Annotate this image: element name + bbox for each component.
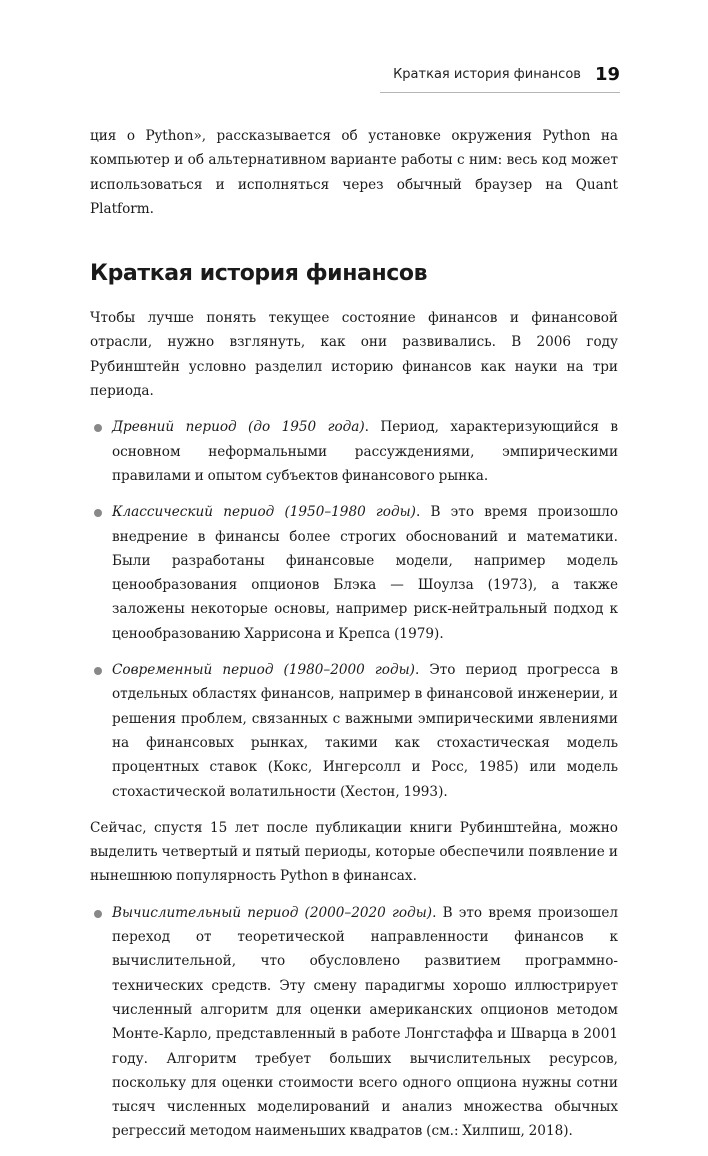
running-title: Краткая история финансов xyxy=(393,66,581,82)
period-term: Древний период (до 1950 года) xyxy=(112,419,365,436)
period-description: . В это время произошел переход от теоретической направленности финансов к вычислительной, что обусловлено развитием программно-технических средств. Эту смену парадигмы хорошо иллюстрирует численный алгоритм для оценки американских опционов методом Монте-Карло, представленный в работе Лонгстаффа и Шварца в 2001 году. Алгоритм требует больших вычислительных ресурсов, поскольку для оценки стоимости всего одного опциона нужны сотни тысяч численных моделирований и анализ множества обычных регрессий методом наименьших квадратов (см.: Хилпиш, 2018). xyxy=(112,904,618,1140)
list-item-text xyxy=(112,415,618,488)
list-item-text xyxy=(112,658,618,804)
bullet-icon xyxy=(94,667,102,675)
periods-list-1 xyxy=(90,415,618,803)
list-item-computational xyxy=(90,901,618,1144)
period-description: . Это период прогресса в отдельных областях финансов, например в финансовой инженерии, и решения проблем, связанных с важными эмпирическими явлениями на финансовых рынках, такими как стохастическая модель процентных ставок (Кокс, Ингерсолл и Росс, 1985) или модель стохастической волатильности (Хестон, 1993). xyxy=(112,662,618,800)
list-item-text xyxy=(112,500,618,646)
running-header xyxy=(380,56,620,93)
intro-paragraph: ция о Python», рассказывается об установке окружения Python на компьютер и об альтернативном варианте работы с ним: весь код может использоваться и исполняться через обычный браузер на Quant Platform. xyxy=(90,128,618,217)
period-term: Классический период (1950–1980 годы) xyxy=(112,504,416,521)
list-item-classical xyxy=(90,500,618,646)
period-term: Современный период (1980–2000 годы) xyxy=(112,662,415,679)
period-description: . В это время произошло внедрение в финансы более строгих обоснований и математики. Были разработаны финансовые модели, например модель ценообразования опционов Блэка — Шоулза (1973), а также заложены некоторые основы, например риск-нейтральный подход к ценообразованию Харрисона и Крепса (1979). xyxy=(112,504,618,642)
paragraph-current-periods: Сейчас, спустя 15 лет после публикации книги Рубинштейна, можно выделить четвертый и пятый периоды, которые обеспечили появление и нынешнюю популярность Python в финансах. xyxy=(90,819,618,885)
page-number: 19 xyxy=(594,63,620,85)
period-description: . Период, характеризующийся в основном неформальными рассуждениями, эмпирическими правилами и опытом субъектов финансового рынка. xyxy=(112,419,618,484)
periods-list-2 xyxy=(90,901,618,1144)
section-heading: Краткая история финансов xyxy=(90,261,428,287)
bullet-icon xyxy=(94,910,102,918)
paragraph-rubinstein: Чтобы лучше понять текущее состояние финансов и финансовой отрасли, нужно взглянуть, как они развивались. В 2006 году Рубинштейн условно разделил историю финансов как науки на три периода. xyxy=(90,310,618,400)
page-body xyxy=(90,124,618,1156)
period-term: Вычислительный период (2000–2020 годы) xyxy=(112,904,433,921)
list-item-ancient xyxy=(90,415,618,488)
list-item-text xyxy=(112,901,618,1144)
bullet-icon xyxy=(94,509,102,517)
bullet-icon xyxy=(94,424,102,432)
list-item-modern xyxy=(90,658,618,804)
